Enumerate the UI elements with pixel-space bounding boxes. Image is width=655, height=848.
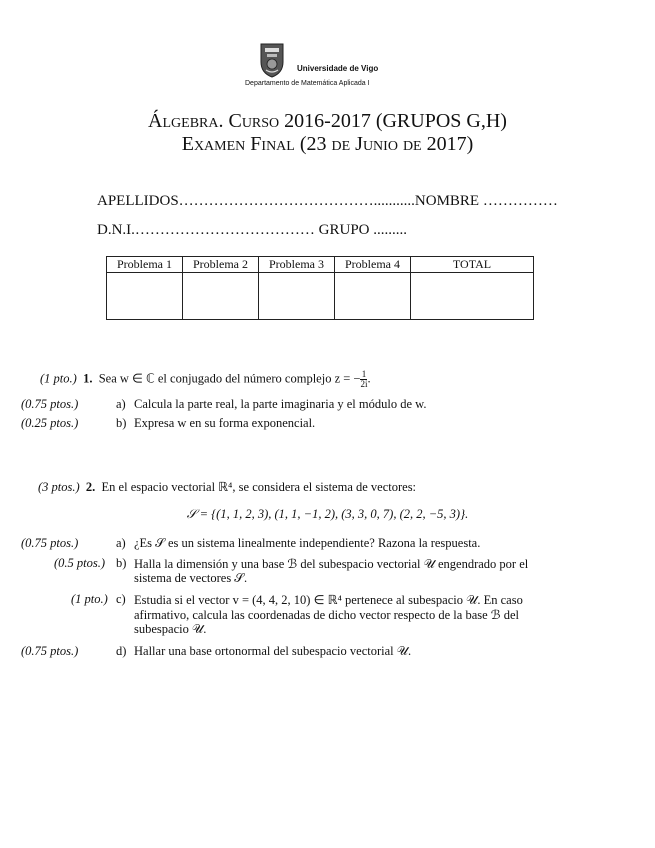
problem-text: Sea w ∈ ℂ el conjugado del número complejo z = − bbox=[98, 371, 361, 386]
problem-1-part-a: (0.75 ptos.) bbox=[21, 397, 79, 411]
problem-2-part-d: (0.75 ptos.) bbox=[21, 644, 79, 658]
score-cell[interactable] bbox=[335, 273, 411, 320]
problem-2-statement bbox=[38, 479, 416, 495]
part-label: c) bbox=[116, 592, 126, 606]
score-cell[interactable] bbox=[183, 273, 259, 320]
problem-2-part-c: (1 pto.) bbox=[71, 592, 108, 606]
fraction: $\frac{1}{2i}$ bbox=[360, 369, 368, 389]
score-cell[interactable] bbox=[259, 273, 335, 320]
part-label: a) bbox=[116, 397, 126, 411]
score-cell[interactable] bbox=[107, 273, 183, 320]
part-text: Calcula la parte real, la parte imaginaria y el módulo de w. bbox=[134, 397, 427, 411]
problem-1-statement: (1 pto.) 1. Sea w ∈ ℂ el conjugado del número complejo z = − $\frac{1}{2i}$ . bbox=[40, 369, 371, 389]
part-text: Estudia si el vector v = (4, 4, 2, 10) ∈ ℝ⁴ pertenece al subespacio 𝒰. En caso bbox=[134, 593, 523, 607]
grade-header: Problema 4 bbox=[335, 257, 411, 273]
problem-points: (1 pto.) bbox=[40, 371, 77, 386]
department-name: Departamento de Matemática Aplicada I bbox=[245, 80, 370, 87]
problem-points: (3 ptos.) bbox=[38, 480, 80, 494]
university-seal-icon bbox=[258, 42, 286, 78]
grade-header: Problema 2 bbox=[183, 257, 259, 273]
apellidos-nombre-field[interactable]: APELLIDOS…………………………………...........NOMBRE …………… bbox=[97, 193, 558, 209]
part-text: sistema de vectores 𝒮. bbox=[134, 571, 248, 585]
grade-header: Problema 3 bbox=[259, 257, 335, 273]
part-text: afirmativo, calcula las coordenadas de dicho vector respecto de la base ℬ del bbox=[134, 608, 520, 622]
part-label: a) bbox=[116, 536, 126, 550]
exam-title: Álgebra. Curso 2016-2017 (GRUPOS G,H) bbox=[148, 110, 507, 132]
exam-subtitle: Examen Final (23 de Junio de 2017) bbox=[181, 133, 474, 155]
grade-table bbox=[106, 256, 534, 320]
grade-header: Problema 1 bbox=[107, 257, 183, 273]
grade-header: TOTAL bbox=[411, 257, 534, 273]
score-cell[interactable] bbox=[411, 273, 534, 320]
problem-2-part-b: (0.5 ptos.) bbox=[54, 556, 106, 570]
part-text: Hallar una base ortonormal del subespacio vectorial 𝒰. bbox=[134, 644, 412, 658]
problem-2-part-a: (0.75 ptos.) bbox=[21, 536, 79, 550]
part-text: ¿Es 𝒮 es un sistema linealmente independiente? Razona la respuesta. bbox=[134, 536, 481, 550]
grade-table-header-row bbox=[107, 257, 534, 273]
part-text: subespacio 𝒰. bbox=[134, 622, 207, 636]
grade-table-score-row bbox=[107, 273, 534, 320]
part-label: d) bbox=[116, 644, 127, 658]
university-name: Universidade de Vigo bbox=[297, 64, 379, 73]
part-label: b) bbox=[116, 556, 127, 570]
problem-number: 2. bbox=[85, 480, 96, 494]
vector-set: 𝒮 = {(1, 1, 2, 3), (1, 1, −1, 2), (3, 3, 0, 7), (2, 2, −5, 3)}. bbox=[186, 507, 469, 521]
problem-1-part-b: (0.25 ptos.) bbox=[21, 416, 79, 430]
part-label: b) bbox=[116, 416, 127, 430]
problem-number: 1. bbox=[83, 371, 93, 386]
part-text: Expresa w en su forma exponencial. bbox=[134, 416, 316, 430]
part-text: Halla la dimensión y una base ℬ del subespacio vectorial 𝒰 engendrado por el bbox=[134, 557, 529, 571]
dni-grupo-field[interactable]: D.N.I.……………………………… GRUPO ......... bbox=[97, 222, 408, 238]
problem-text: En el espacio vectorial ℝ⁴, se considera el sistema de vectores: bbox=[101, 480, 417, 494]
